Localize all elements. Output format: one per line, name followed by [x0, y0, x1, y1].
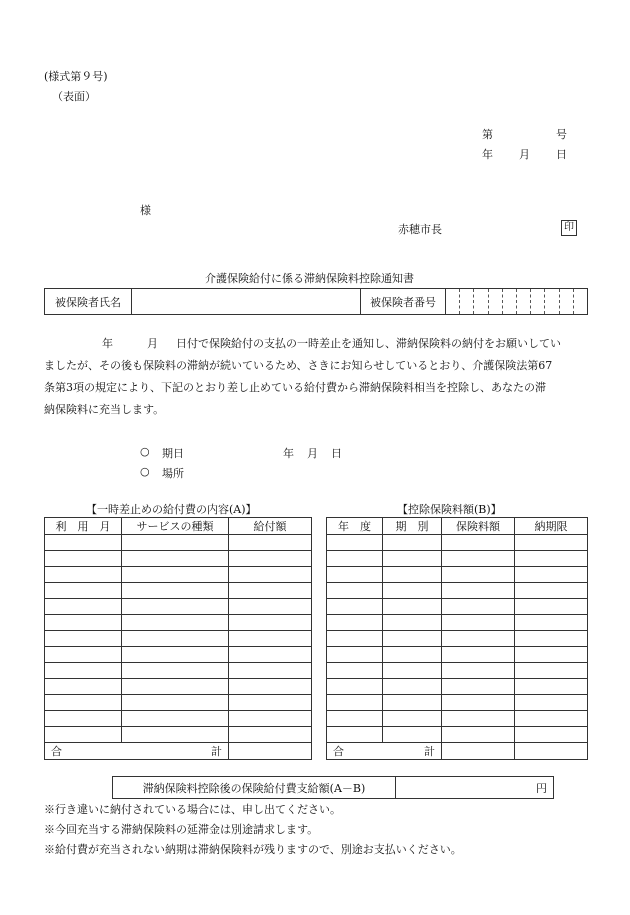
table-row: [45, 551, 312, 567]
total-value-cell[interactable]: [515, 743, 588, 760]
table-cell[interactable]: [383, 727, 442, 743]
table-cell[interactable]: [442, 711, 515, 727]
table-cell[interactable]: [327, 599, 383, 615]
table-cell[interactable]: [122, 567, 229, 583]
bullet-place: ○: [140, 465, 150, 478]
table-cell[interactable]: [383, 583, 442, 599]
table-cell[interactable]: [383, 679, 442, 695]
table-cell[interactable]: [327, 679, 383, 695]
table-cell[interactable]: [122, 647, 229, 663]
table-row: [45, 615, 312, 631]
insured-table: [44, 288, 588, 315]
table-cell[interactable]: [327, 535, 383, 551]
document-title: 介護保険給付に係る滞納保険料控除通知書: [205, 272, 414, 285]
table-cell[interactable]: [122, 695, 229, 711]
table-row: [327, 551, 588, 567]
digit-box: [516, 289, 530, 314]
body-month: 月: [147, 337, 158, 350]
table-cell[interactable]: [229, 583, 312, 599]
table-cell[interactable]: [45, 695, 122, 711]
table-cell[interactable]: [515, 647, 588, 663]
table-cell[interactable]: [229, 551, 312, 567]
table-cell[interactable]: [442, 679, 515, 695]
table-row: [45, 663, 312, 679]
table-row: [45, 583, 312, 599]
total-row: [45, 743, 312, 760]
note-1: ※行き違いに納付されている場合には、申し出てください。: [44, 803, 341, 816]
seal-label: 印: [561, 220, 577, 236]
table-cell[interactable]: [327, 727, 383, 743]
table-cell[interactable]: [45, 567, 122, 583]
table-cell[interactable]: [515, 631, 588, 647]
table-row: [327, 599, 588, 615]
table-cell[interactable]: [442, 535, 515, 551]
insured-number-label: 被保険者番号: [361, 289, 446, 315]
table-cell[interactable]: [442, 695, 515, 711]
issuer-name: 赤穂市長: [398, 223, 442, 236]
body-line-4: 納保険料に充当します。: [44, 403, 165, 416]
table-cell[interactable]: [327, 711, 383, 727]
table-b-caption: 【控除保険料額(B)】: [397, 503, 502, 516]
table-row: [327, 631, 588, 647]
body-line-1: 日付で保険給付の支払の一時差止を通知し、滞納保険料の納付をお願いしてい: [176, 337, 561, 350]
digit-box: [502, 289, 516, 314]
table-cell[interactable]: [45, 583, 122, 599]
table-cell[interactable]: [383, 631, 442, 647]
table-row: [45, 727, 312, 743]
total-label-right: 計: [211, 745, 222, 758]
summary-amount-field[interactable]: [396, 777, 554, 799]
total-value-cell[interactable]: [229, 743, 312, 760]
schedule-day: 日: [331, 447, 342, 460]
total-value-cell[interactable]: [442, 743, 515, 760]
table-cell[interactable]: [229, 631, 312, 647]
table-cell[interactable]: [229, 647, 312, 663]
table-cell[interactable]: [383, 551, 442, 567]
table-cell[interactable]: [515, 727, 588, 743]
table-cell[interactable]: [122, 535, 229, 551]
table-row: [327, 535, 588, 551]
total-label-left: 合: [333, 745, 344, 758]
table-cell[interactable]: [327, 695, 383, 711]
table-row: [45, 631, 312, 647]
table-a-header: 給付額: [229, 518, 312, 535]
table-row: [327, 679, 588, 695]
table-a-header: 利 用 月: [45, 518, 122, 535]
table-cell[interactable]: [327, 631, 383, 647]
table-row: [327, 695, 588, 711]
table-b-header: 期 別: [383, 518, 442, 535]
table-row: [327, 663, 588, 679]
table-cell[interactable]: [229, 663, 312, 679]
table-cell[interactable]: [122, 583, 229, 599]
form-number: (様式第９号): [44, 70, 108, 83]
table-cell[interactable]: [383, 663, 442, 679]
table-cell[interactable]: [327, 551, 383, 567]
date-day: 日: [556, 148, 567, 161]
digit-box: [559, 289, 573, 314]
table-cell[interactable]: [327, 583, 383, 599]
table-cell[interactable]: [515, 567, 588, 583]
doc-number-go: 号: [556, 128, 567, 141]
table-row: [327, 583, 588, 599]
table-row: [45, 599, 312, 615]
table-cell[interactable]: [45, 647, 122, 663]
schedule-date-label: 期日: [162, 447, 184, 460]
table-b-header: 年 度: [327, 518, 383, 535]
table-cell[interactable]: [229, 679, 312, 695]
table-cell[interactable]: [229, 727, 312, 743]
table-cell[interactable]: [442, 631, 515, 647]
table-cell[interactable]: [515, 583, 588, 599]
table-cell[interactable]: [122, 679, 229, 695]
digit-box: [530, 289, 544, 314]
table-cell[interactable]: [229, 711, 312, 727]
digit-box: [544, 289, 558, 314]
table-cell[interactable]: [515, 695, 588, 711]
body-year: 年: [102, 337, 113, 350]
table-cell[interactable]: [383, 647, 442, 663]
date-year: 年: [482, 148, 493, 161]
table-cell[interactable]: [45, 551, 122, 567]
table-b: [326, 517, 588, 760]
table-cell[interactable]: [515, 679, 588, 695]
table-cell[interactable]: [229, 567, 312, 583]
table-cell[interactable]: [383, 695, 442, 711]
table-cell[interactable]: [122, 727, 229, 743]
table-row: [327, 727, 588, 743]
table-cell[interactable]: [383, 711, 442, 727]
total-row: [327, 743, 588, 760]
summary-yen: 円: [536, 781, 547, 795]
total-label-right: 計: [424, 745, 435, 758]
table-cell[interactable]: [45, 711, 122, 727]
table-a: [44, 517, 312, 760]
table-cell[interactable]: [45, 615, 122, 631]
digit-box: [573, 289, 587, 314]
schedule-place-label: 場所: [162, 467, 184, 480]
digit-box: [459, 289, 473, 314]
date-month: 月: [519, 148, 530, 161]
table-row: [327, 647, 588, 663]
digit-box: [488, 289, 502, 314]
addressee-sama: 様: [140, 204, 151, 217]
table-cell[interactable]: [45, 663, 122, 679]
table-cell[interactable]: [122, 663, 229, 679]
total-label-cell: [45, 743, 229, 760]
table-row: [327, 567, 588, 583]
table-cell[interactable]: [229, 535, 312, 551]
table-cell[interactable]: [229, 695, 312, 711]
table-cell[interactable]: [122, 599, 229, 615]
table-cell[interactable]: [122, 615, 229, 631]
body-line-3: 条第3項の規定により、下記のとおり差し止めている給付費から滞納保険料相当を控除し、あなたの滞: [44, 381, 546, 394]
digit-box: [473, 289, 487, 314]
table-cell[interactable]: [45, 679, 122, 695]
bullet-date: ○: [140, 445, 150, 458]
table-row: [327, 615, 588, 631]
table-row: [45, 567, 312, 583]
table-cell[interactable]: [442, 727, 515, 743]
table-b-header: 保険料額: [442, 518, 515, 535]
table-cell[interactable]: [122, 551, 229, 567]
table-cell[interactable]: [45, 727, 122, 743]
table-cell[interactable]: [442, 663, 515, 679]
table-row: [45, 535, 312, 551]
table-row: [45, 647, 312, 663]
insured-name-label: 被保険者氏名: [45, 289, 132, 315]
table-cell[interactable]: [442, 551, 515, 567]
form-side: （表面）: [52, 90, 96, 103]
total-label-cell: [327, 743, 442, 760]
table-a-caption: 【一時差止めの給付費の内容(A)】: [86, 503, 257, 516]
note-2: ※今回充当する滞納保険料の延滞金は別途請求します。: [44, 823, 319, 836]
table-cell[interactable]: [442, 615, 515, 631]
table-cell[interactable]: [383, 535, 442, 551]
table-cell[interactable]: [327, 663, 383, 679]
table-row: [327, 711, 588, 727]
insured-number-field[interactable]: [446, 289, 588, 315]
table-cell[interactable]: [327, 615, 383, 631]
note-3: ※給付費が充当されない納期は滞納保険料が残りますので、別途お支払いください。: [44, 843, 462, 856]
digit-box: [446, 289, 459, 314]
table-cell[interactable]: [229, 599, 312, 615]
table-cell[interactable]: [229, 615, 312, 631]
insured-name-field[interactable]: [132, 289, 361, 315]
table-cell[interactable]: [442, 647, 515, 663]
schedule-year: 年: [283, 447, 294, 460]
summary-table: [112, 776, 554, 799]
table-cell[interactable]: [122, 631, 229, 647]
table-row: [45, 679, 312, 695]
table-cell[interactable]: [122, 711, 229, 727]
insured-number-boxes: [446, 289, 587, 314]
table-cell[interactable]: [45, 631, 122, 647]
table-row: [45, 695, 312, 711]
table-cell[interactable]: [327, 567, 383, 583]
table-cell[interactable]: [383, 599, 442, 615]
summary-label: 滞納保険料控除後の保険給付費支給額(A－B): [113, 777, 396, 799]
table-cell[interactable]: [515, 711, 588, 727]
table-cell[interactable]: [383, 567, 442, 583]
doc-number-dai: 第: [482, 128, 493, 141]
table-b-header: 納期限: [515, 518, 588, 535]
table-cell[interactable]: [515, 663, 588, 679]
table-cell[interactable]: [515, 615, 588, 631]
seal-mark: [561, 220, 577, 236]
table-cell[interactable]: [515, 551, 588, 567]
table-cell[interactable]: [45, 535, 122, 551]
table-cell[interactable]: [515, 599, 588, 615]
body-line-2: ましたが、その後も保険料の滞納が続いているため、さきにお知らせしているとおり、介護保険法第67: [44, 359, 553, 372]
table-cell[interactable]: [442, 567, 515, 583]
table-row: [45, 711, 312, 727]
table-cell[interactable]: [442, 599, 515, 615]
table-cell[interactable]: [327, 647, 383, 663]
schedule-month: 月: [307, 447, 318, 460]
table-cell[interactable]: [45, 599, 122, 615]
table-cell[interactable]: [442, 583, 515, 599]
table-cell[interactable]: [383, 615, 442, 631]
table-a-header: サービスの種類: [122, 518, 229, 535]
total-label-left: 合: [51, 745, 62, 758]
table-cell[interactable]: [515, 535, 588, 551]
